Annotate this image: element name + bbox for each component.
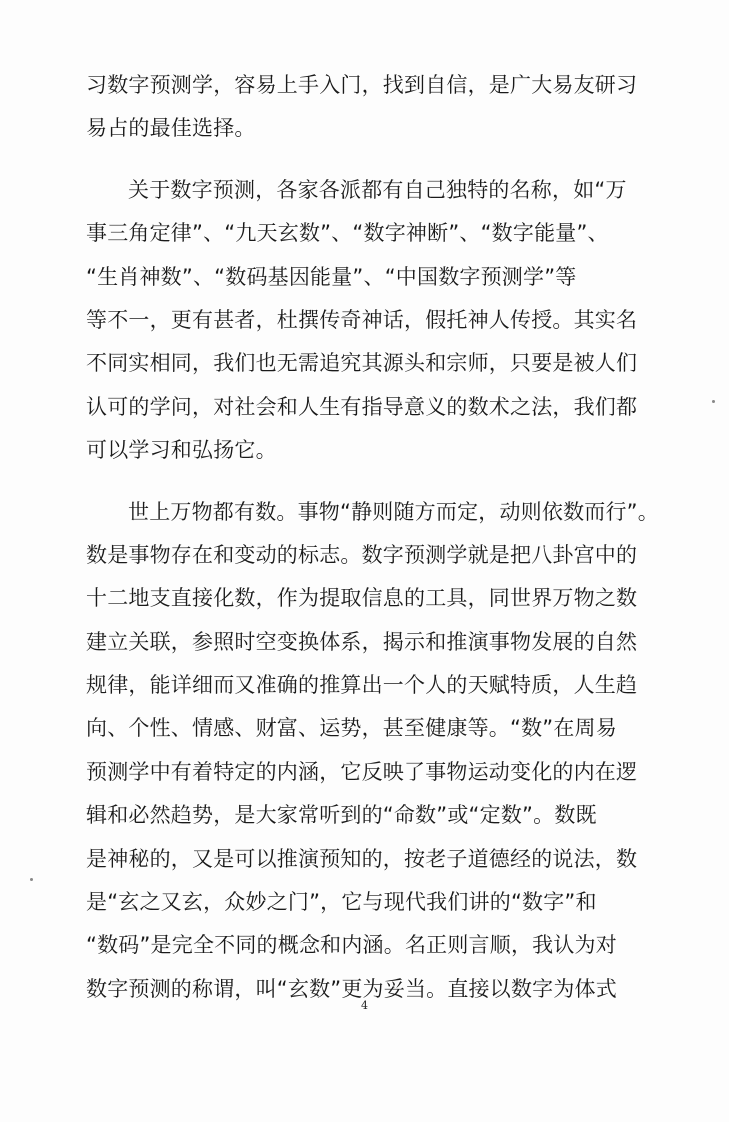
text-line: 不同实相同，我们也无需追究其源头和宗师，只要是被人们 — [86, 351, 638, 376]
text-line: 预测学中有着特定的内涵，它反映了事物运动变化的内在逻 — [86, 759, 638, 784]
text-line: 世上万物都有数。事物“静则随方而定，动则依数而行”。 — [128, 499, 659, 524]
text-line: 是“玄之又玄，众妙之门”，它与现代我们讲的“数字”和 — [86, 890, 597, 915]
page-number: 4 — [361, 999, 368, 1012]
text-line: 习数字预测学，容易上手入门，找到自信，是广大易友研习 — [86, 73, 638, 97]
paragraph-3 — [86, 491, 659, 1012]
paragraph-1 — [86, 64, 646, 151]
text-line: “生肖神数”、“数码基因能量”、“中国数字预测学”等 — [86, 264, 577, 289]
text-line: 事三角定律”、“九天玄数”、“数字神断”、“数字能量”、 — [86, 221, 609, 246]
text-line: 认可的学问，对社会和人生有指导意义的数术之法，我们都 — [86, 394, 638, 419]
text-line: 可以学习和弘扬它。 — [86, 438, 277, 463]
text-line: 辑和必然趋势，是大家常听到的“命数”或“定数”。数既 — [86, 803, 597, 828]
text-line: 关于数字预测，各家各派都有自己独特的名称，如“万 — [128, 177, 627, 202]
text-line: 十二地支直接化数，作为提取信息的工具，同世界万物之数 — [86, 586, 638, 611]
scan-speck — [712, 400, 715, 403]
text-line: 数是事物存在和变动的标志。数字预测学就是把八卦宫中的 — [86, 542, 638, 567]
text-line: 是神秘的，又是可以推演预知的，按老子道德经的说法，数 — [86, 846, 638, 871]
text-line: 建立关联，参照时空变换体系，揭示和推演事物发展的自然 — [86, 629, 638, 654]
text-line: “数码”是完全不同的概念和内涵。名正则言顺，我认为对 — [86, 933, 617, 958]
paragraph-2 — [86, 169, 646, 473]
text-line: 数字预测的称谓，叫“玄数”更为妥当。直接以数字为体式 — [86, 976, 617, 1001]
body-text — [86, 64, 659, 1011]
text-line: 向、个性、情感、财富、运势，甚至健康等。“数”在周易 — [86, 716, 617, 741]
text-line: 规律，能详细而又准确的推算出一个人的天赋特质，人生趋 — [86, 673, 638, 698]
text-line: 易占的最佳选择。 — [86, 116, 256, 141]
scan-speck — [30, 878, 33, 881]
text-line: 等不一，更有甚者，杜撰传奇神话，假托神人传授。其实名 — [86, 307, 638, 332]
